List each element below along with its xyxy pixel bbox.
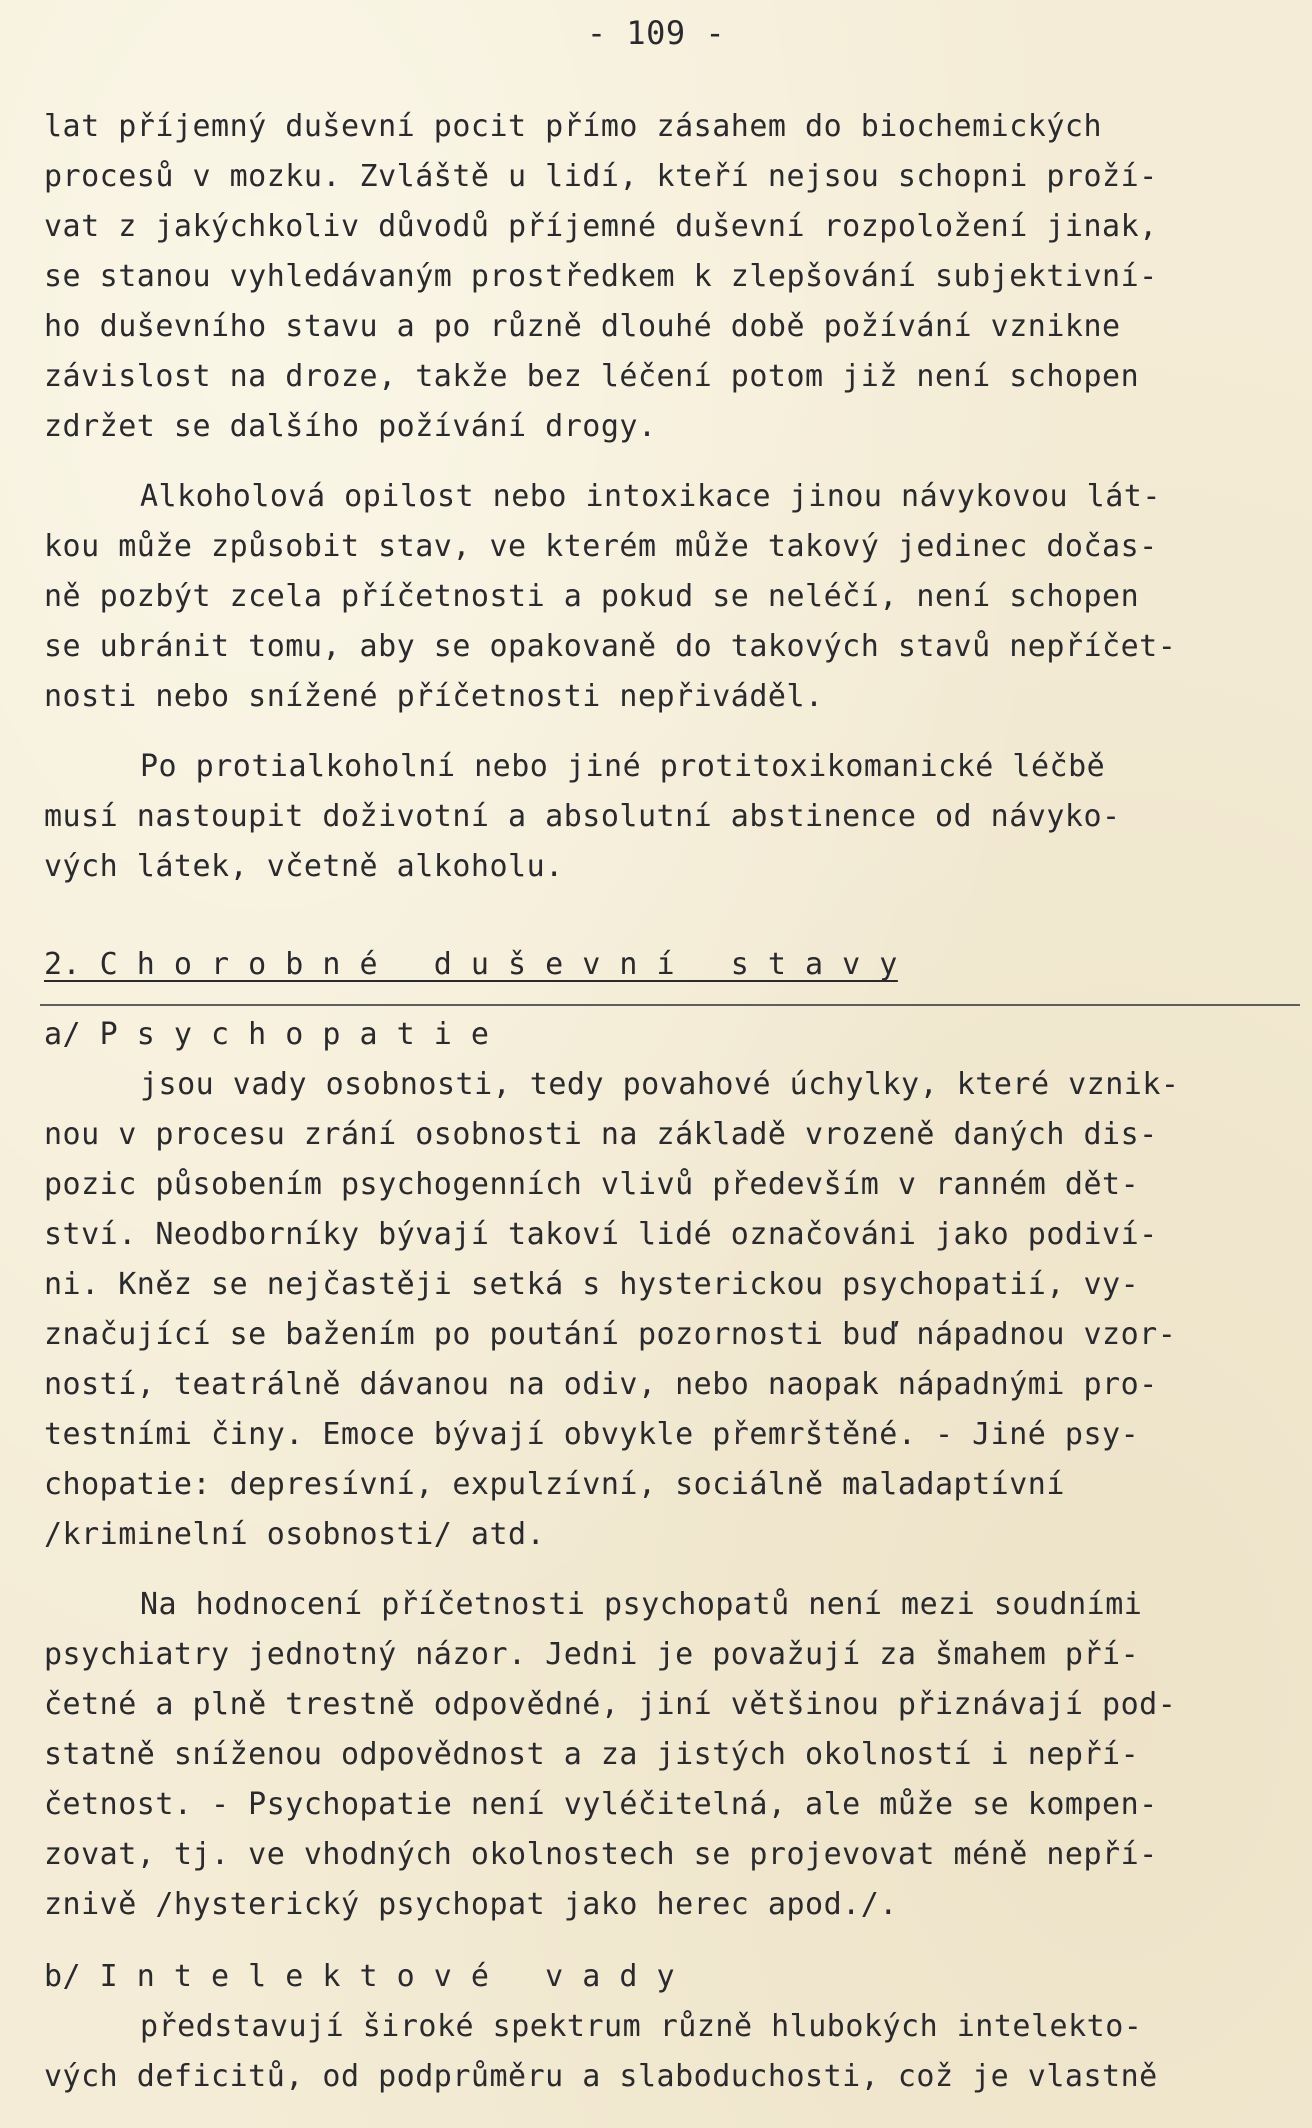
text-line: lat příjemný duševní pocit přímo zásahem do biochemických [44, 109, 1103, 144]
paragraph-start-line: Na hodnocení příčetnosti psychopatů není mezi soudními [140, 1587, 1143, 1622]
text-line: ho duševního stavu a po různě dlouhé době požívání vznikne [44, 309, 1121, 344]
text-line: ni. Kněz se nejčastěji setká s hysterickou psychopatií, vy- [44, 1267, 1140, 1302]
text-line: procesů v mozku. Zvláště u lidí, kteří nejsou schopni proží- [44, 159, 1158, 194]
text-line: musí nastoupit doživotní a absolutní abstinence od návyko- [44, 799, 1121, 834]
text-line: četné a plně trestně odpovědné, jiní většinou přiznávají pod- [44, 1687, 1177, 1722]
text-line: znivě /hysterický psychopat jako herec apod./. [44, 1887, 898, 1922]
text-line: vých látek, včetně alkoholu. [44, 849, 564, 884]
text-line: psychiatry jednotný názor. Jedni je považují za šmahem pří- [44, 1637, 1140, 1672]
text-line: se stanou vyhledávaným prostředkem k zlepšování subjektivní- [44, 259, 1158, 294]
subsection-heading: b/ I n t e l e k t o v é v a d y [44, 1959, 676, 1994]
text-line: se ubránit tomu, aby se opakovaně do takových stavů nepříčet- [44, 629, 1177, 664]
text-line: značující se bažením po poutání pozornosti buď nápadnou vzor- [44, 1317, 1177, 1352]
text-line: chopatie: depresívní, expulzívní, sociálně maladaptívní [44, 1467, 1065, 1502]
text-line: /kriminelní osobnosti/ atd. [44, 1517, 546, 1552]
text-line: pozic působením psychogenních vlivů především v ranném dět- [44, 1167, 1140, 1202]
paragraph-start-line: představují široké spektrum různě hlubokých intelekto- [140, 2009, 1143, 2044]
text-line: kou může způsobit stav, ve kterém může takový jedinec dočas- [44, 529, 1158, 564]
text-line: ství. Neodborníky bývají takoví lidé označováni jako podiví- [44, 1217, 1158, 1252]
text-line: ností, teatrálně dávanou na odiv, nebo naopak nápadnými pro- [44, 1367, 1158, 1402]
text-line: zdržet se dalšího požívání drogy. [44, 409, 657, 444]
subsection-heading: a/ P s y c h o p a t i e [44, 1017, 490, 1052]
text-line: nosti nebo snížené příčetnosti nepřiváděl. [44, 679, 824, 714]
paragraph-start-line: Po protialkoholní nebo jiné protitoxikomanické léčbě [140, 749, 1106, 784]
text-line: statně sníženou odpovědnost a za jistých okolností i nepří- [44, 1737, 1140, 1772]
section-divider [40, 1004, 1300, 1006]
paragraph-start-line: Alkoholová opilost nebo intoxikace jinou návykovou lát- [140, 479, 1161, 514]
paragraph-start-line: jsou vady osobnosti, tedy povahové úchylky, které vznik- [140, 1067, 1180, 1102]
text-line: závislost na droze, takže bez léčení potom již není schopen [44, 359, 1140, 394]
text-line: nou v procesu zrání osobnosti na základě vrozeně daných dis- [44, 1117, 1158, 1152]
text-line: testními činy. Emoce bývají obvykle přemrštěné. - Jiné psy- [44, 1417, 1140, 1452]
text-line: zovat, tj. ve vhodných okolnostech se projevovat méně nepří- [44, 1837, 1158, 1872]
text-line: četnost. - Psychopatie není vyléčitelná, ale může se kompen- [44, 1787, 1158, 1822]
section-heading: 2. C h o r o b n é d u š e v n í s t a v y [44, 947, 898, 982]
text-line: vat z jakýchkoliv důvodů příjemné duševní rozpoložení jinak, [44, 209, 1158, 244]
text-line: vých deficitů, od podprůměru a slaboduchosti, což je vlastně [44, 2059, 1158, 2094]
text-line: ně pozbýt zcela příčetnosti a pokud se neléčí, není schopen [44, 579, 1140, 614]
page-number: - 109 - [586, 14, 726, 52]
